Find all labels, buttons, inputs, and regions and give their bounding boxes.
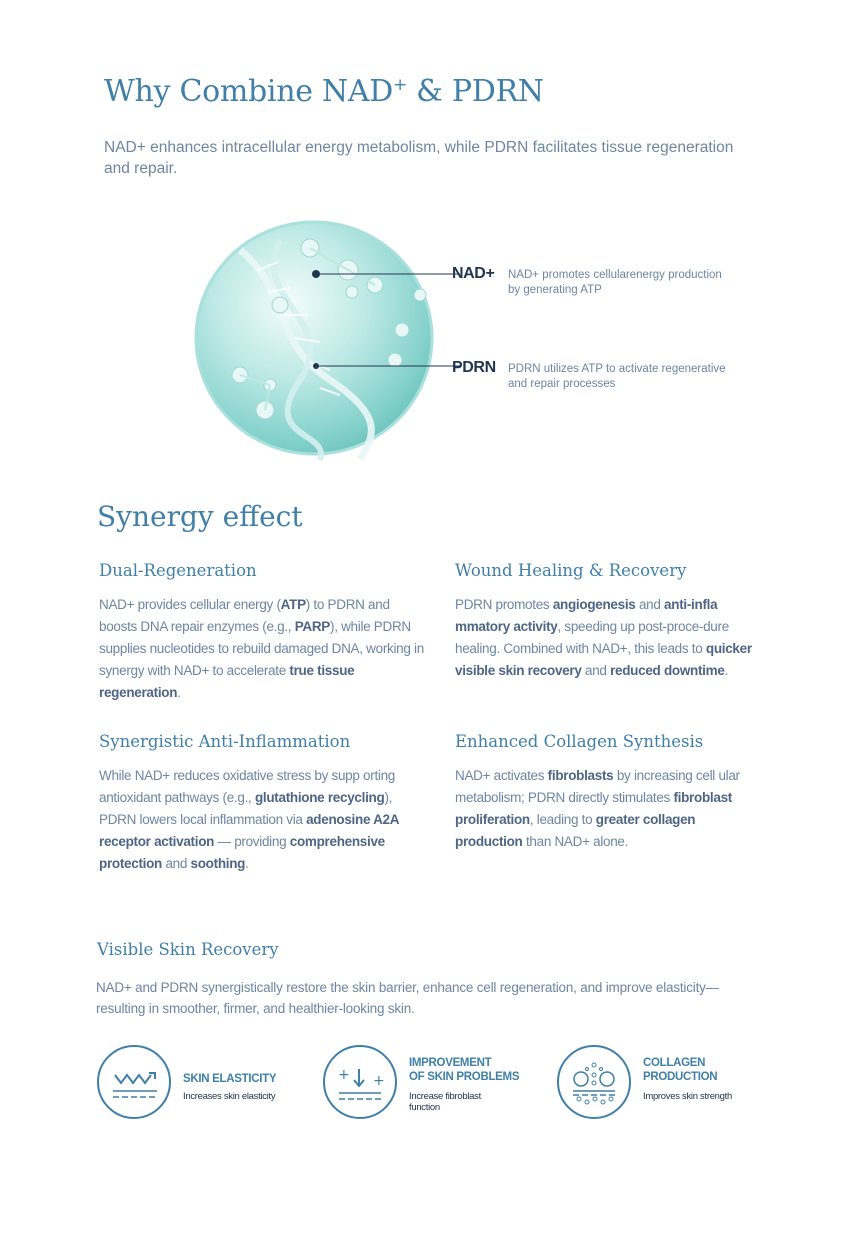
benefit-label-line1: COLLAGEN bbox=[643, 1057, 706, 1069]
benefit-label-line2: PRODUCTION bbox=[643, 1071, 718, 1083]
intro-text: NAD+ enhances intracellular energy metabolism, while PDRN facilitates tissue regeneration and repair. bbox=[104, 139, 734, 177]
block-wound-healing bbox=[455, 561, 755, 682]
benefit-label-line1: IMPROVEMENT bbox=[409, 1057, 492, 1069]
block-dual-regeneration bbox=[99, 561, 429, 704]
block-collagen-synthesis bbox=[455, 732, 755, 853]
block-heading: Synergistic Anti-Inflammation bbox=[99, 732, 351, 751]
block-text: While NAD+ reduces oxidative stress by supp orting antioxidant pathways (e.g., glutathione recycling), PDRN lowers local inflammation via adenosine A2A receptor activation — providing comprehensive protection and soothing. bbox=[99, 768, 399, 871]
synergy-title: Synergy effect bbox=[97, 500, 303, 533]
molecule-sphere-illustration bbox=[170, 210, 470, 470]
block-heading: Wound Healing & Recovery bbox=[455, 561, 687, 580]
collagen-icon bbox=[557, 1045, 631, 1119]
visible-recovery-title: Visible Skin Recovery bbox=[97, 940, 279, 959]
benefit-sub: Increases skin elasticity bbox=[183, 1091, 276, 1102]
nad-callout-text: NAD+ promotes cellularenergy production by generating ATP bbox=[508, 269, 722, 296]
benefit-skin-problems bbox=[323, 1045, 543, 1125]
visible-recovery-text: NAD+ and PDRN synergistically restore the skin barrier, enhance cell regeneration, and improve elasticity—resulting in smoother, firmer, and healthier-looking skin. bbox=[96, 980, 719, 1016]
pdrn-callout-text: PDRN utilizes ATP to activate regenerative and repair processes bbox=[508, 363, 726, 390]
pdrn-callout-label: PDRN bbox=[452, 359, 496, 376]
block-text: PDRN promotes angiogenesis and anti-infla mmatory activity, speeding up post-proce-dure healing. Combined with NAD+, this leads to quicker visible skin recovery and reduced downtime. bbox=[455, 597, 752, 678]
elasticity-wave-icon bbox=[97, 1045, 171, 1119]
block-text: NAD+ provides cellular energy (ATP) to PDRN and boosts DNA repair enzymes (e.g., PARP), while PDRN supplies nucleotides to rebuild damaged DNA, working in synergy with NAD+ to accelerate true tissue regeneration. bbox=[99, 597, 424, 700]
benefit-sub: Improves skin strength bbox=[643, 1091, 732, 1102]
page-title: Why Combine NAD+ & PDRN bbox=[104, 74, 544, 109]
block-heading: Enhanced Collagen Synthesis bbox=[455, 732, 704, 751]
block-anti-inflammation bbox=[99, 732, 399, 875]
block-heading: Dual-Regeneration bbox=[99, 561, 257, 580]
benefit-label: SKIN ELASTICITY bbox=[183, 1073, 277, 1085]
nad-callout-label: NAD+ bbox=[452, 265, 495, 282]
benefit-skin-elasticity bbox=[97, 1045, 317, 1125]
svg-text:+: + bbox=[338, 1067, 350, 1083]
benefit-label-line2: OF SKIN PROBLEMS bbox=[409, 1071, 520, 1083]
svg-text:+: + bbox=[373, 1073, 385, 1089]
benefit-sub: Increase fibroblast function bbox=[409, 1091, 481, 1113]
block-text: NAD+ activates fibroblasts by increasing cell ular metabolism; PDRN directly stimulates fibroblast proliferation, leading to greater collagen production than NAD+ alone. bbox=[455, 768, 740, 849]
skin-repair-icon bbox=[323, 1045, 397, 1119]
benefit-collagen bbox=[557, 1045, 777, 1125]
